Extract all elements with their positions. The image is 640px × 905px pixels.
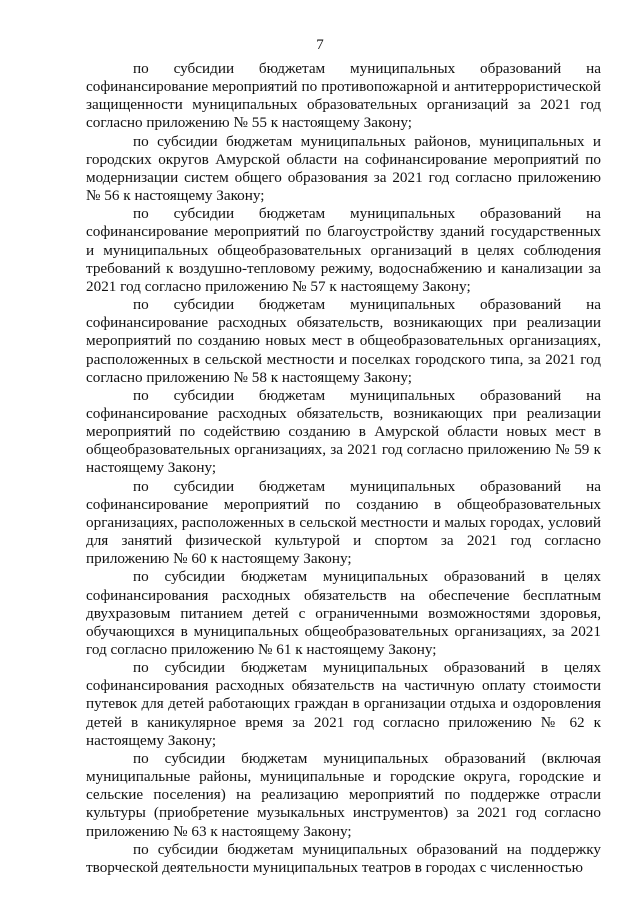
paragraph-theatre-support: по субсидии бюджетам муниципальных образований на поддержку творческой деятельности муниципальных театров в городах с численностью bbox=[86, 840, 601, 876]
paragraph-appendix-57: по субсидии бюджетам муниципальных образований на софинансирование мероприятий по благоустройству зданий государственных и муниципальных общеобразовательных организаций в целях соблюдения требований к воздушно-тепловому режиму, водоснабжению и канализации за 2021 год согласно приложению № 57 к настоящему Закону; bbox=[86, 205, 601, 295]
paragraph-appendix-62: по субсидии бюджетам муниципальных образований в целях софинансирования расходных обязательств на частичную оплату стоимости путевок для детей работающих граждан в организации отдыха и оздоровления детей в каникулярное время за 2021 год согласно приложению № 62 к настоящему Закону; bbox=[86, 659, 601, 749]
paragraph-appendix-58: по субсидии бюджетам муниципальных образований на софинансирование расходных обязательств, возникающих при реализации мероприятий по созданию новых мест в общеобразовательных организациях, расположенных в сельской местности и поселках городского типа, за 2021 год согласно приложению № 58 к настоящему Закону; bbox=[86, 296, 601, 386]
paragraph-appendix-63: по субсидии бюджетам муниципальных образований (включая муниципальные районы, муниципальные и городские округа, городские и сельские поселения) на реализацию мероприятий по поддержке отрасли культуры (приобретение музыкальных инструментов) за 2021 год согласно приложению № 63 к настоящему Закону; bbox=[86, 749, 601, 840]
document-body bbox=[86, 60, 601, 877]
paragraph-appendix-60: по субсидии бюджетам муниципальных образований на софинансирование мероприятий по созданию в общеобразовательных организациях, расположенных в сельской местности и малых городах, условий для занятий физической культурой и спортом за 2021 год согласно приложению № 60 к настоящему Закону; bbox=[86, 477, 601, 568]
paragraph-appendix-56: по субсидии бюджетам муниципальных районов, муниципальных и городских округов Амурской области на софинансирование мероприятий по модернизации систем общего образования за 2021 год согласно приложению № 56 к настоящему Закону; bbox=[86, 132, 601, 205]
paragraph-appendix-59: по субсидии бюджетам муниципальных образований на софинансирование расходных обязательств, возникающих при реализации мероприятий по содействию созданию в Амурской области новых мест в общеобразовательных организациях, за 2021 год согласно приложению № 59 к настоящему Закону; bbox=[86, 386, 601, 477]
paragraph-appendix-61: по субсидии бюджетам муниципальных образований в целях софинансирования расходных обязательств на обеспечение бесплатным двухразовым питанием детей с ограниченными возможностями здоровья, обучающихся в муниципальных общеобразовательных организациях, за 2021 год согласно приложению № 61 к настоящему Закону; bbox=[86, 568, 601, 658]
paragraph-appendix-55: по субсидии бюджетам муниципальных образований на софинансирование мероприятий по противопожарной и антитеррористической защищенности муниципальных образовательных организаций за 2021 год согласно приложению № 55 к настоящему Закону; bbox=[86, 60, 601, 132]
page-number: 7 bbox=[316, 37, 324, 53]
